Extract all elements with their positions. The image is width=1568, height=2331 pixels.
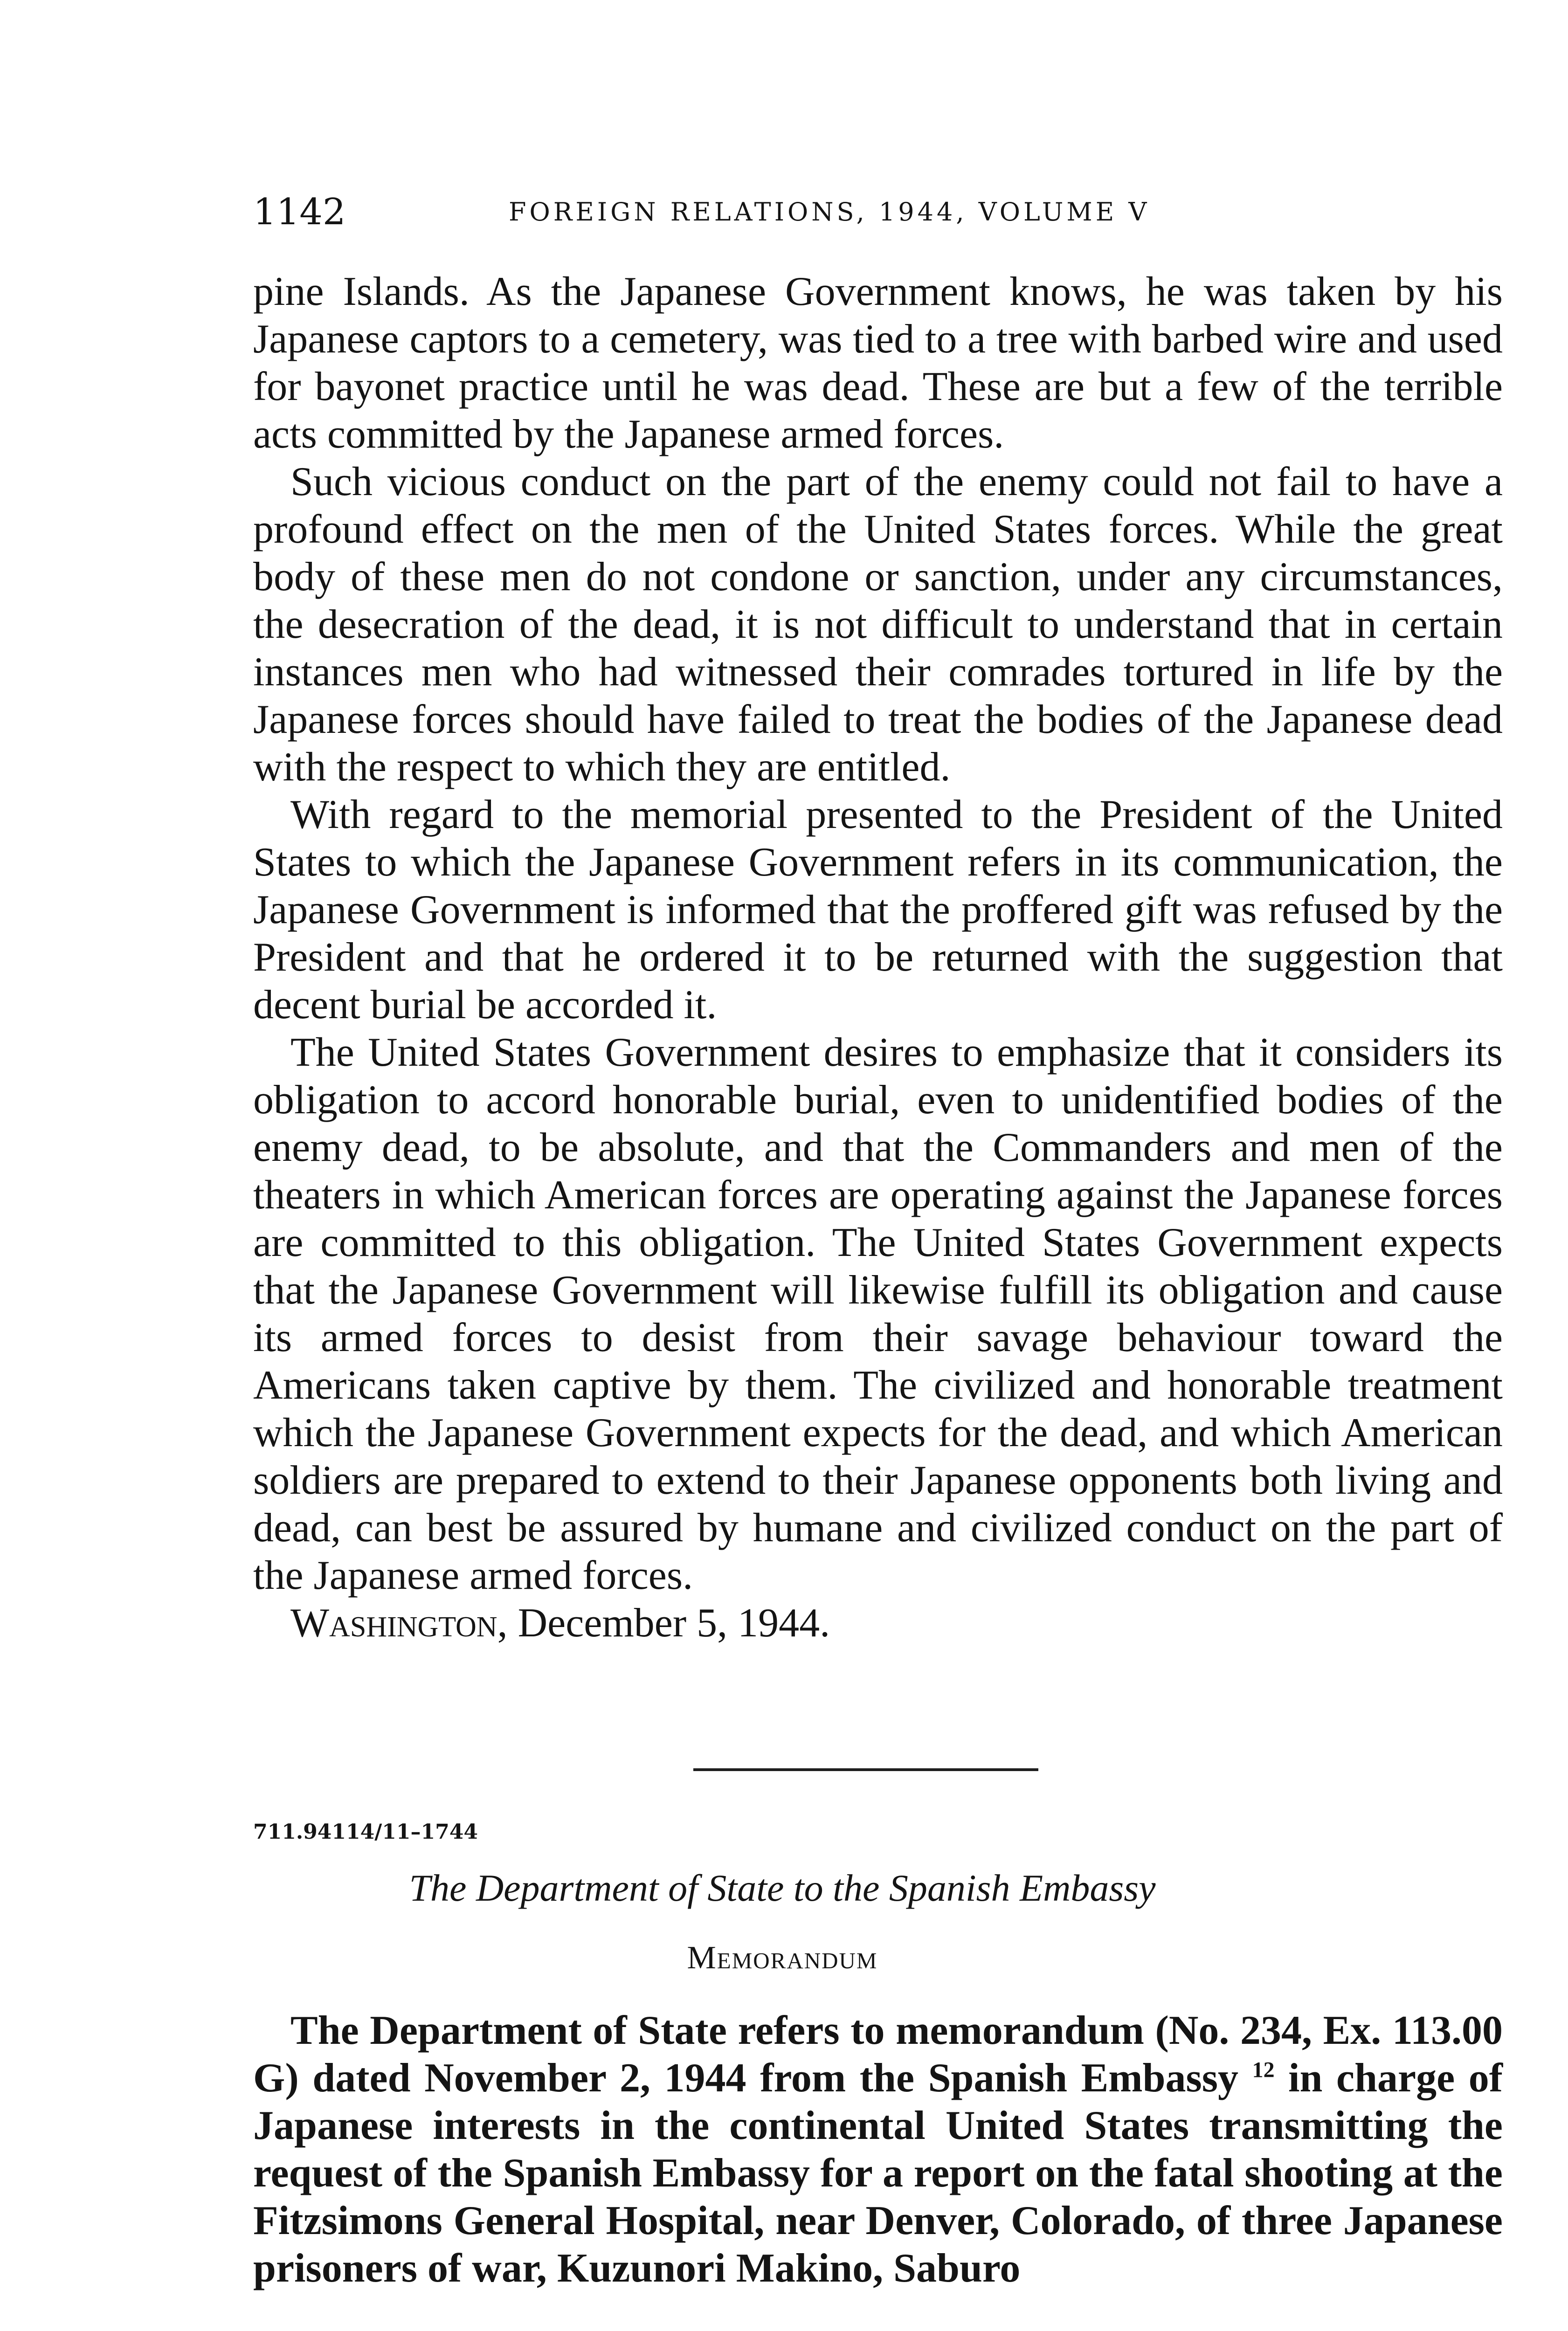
dateline-date: December 5, 1944. (518, 1600, 830, 1646)
document-type: Memorandum (687, 1940, 878, 1976)
section-1-body (253, 268, 1503, 1647)
memorandum-text-after-ref: in charge of Japanese interests in the continental United States transmitting the request of the Spanish Embassy for a report on the fatal shooting at the Fitzsimons General Hospital, near Denver, Colorado, of three Japanese prisoners of war, Kuzunori Makino, Saburo (253, 2055, 1503, 2291)
paragraph-3: With regard to the memorial presented to the President of the United States to which the Japanese Government refers in its communication, the Japanese Government is informed that the proffered gift was refused by the President and that he ordered it to be returned with the suggestion that decent burial be accorded it. (253, 792, 1503, 1028)
memorandum-text-before-ref: The Department of State refers to memorandum (No. 234, Ex. 113.00 G) dated November 2, 1944 from the Spanish Embassy (253, 2008, 1503, 2101)
file-number: 711.94114/11–1744 (253, 1820, 478, 1844)
section-separator (693, 1768, 1038, 1771)
page-number: 1142 (253, 191, 346, 233)
memorandum-paragraph (253, 2007, 1503, 2292)
running-head: FOREIGN RELATIONS, 1944, VOLUME V (509, 197, 1150, 227)
footnote-reference: 12 (1252, 2057, 1275, 2083)
dateline (253, 1600, 1503, 1647)
dateline-place: Washington, (290, 1600, 508, 1646)
paragraph-4: The United States Government desires to emphasize that it considers its obligation to accord honorable burial, even to unidentified bodies of the enemy dead, to be absolute, and that the Commanders and men of the theaters in which American forces are operating against the Japanese forces are committed to this obligation. The United States Government expects that the Japanese Government will likewise fulfill its obligation and cause its armed forces to desist from their savage behaviour toward the Americans taken captive by them. The civilized and honorable treatment which the Japanese Government expects for the dead, and which American soldiers are prepared to extend to their Japanese opponents both living and dead, can best be assured by humane and civilized conduct on the part of the Japanese armed forces. (253, 1030, 1503, 1598)
paragraph-1: pine Islands. As the Japanese Government knows, he was taken by his Japanese captors to a cemetery, was tied to a tree with barbed wire and used for bayonet practice until he was dead. These are but a few of the terrible acts committed by the Japanese armed forces. (253, 269, 1503, 457)
section-2-body (253, 2007, 1503, 2292)
page-header (253, 184, 1312, 240)
document-title: The Department of State to the Spanish Embassy (409, 1867, 1156, 1909)
paragraph-2: Such vicious conduct on the part of the enemy could not fail to have a profound effect on the men of the United States forces. While the great body of these men do not condone or sanction, under any circumstances, the desecration of the dead, it is not difficult to understand that in certain instances men who had witnessed their comrades tortured in life by the Japanese forces should have failed to treat the bodies of the Japanese dead with the respect to which they are entitled. (253, 459, 1503, 790)
